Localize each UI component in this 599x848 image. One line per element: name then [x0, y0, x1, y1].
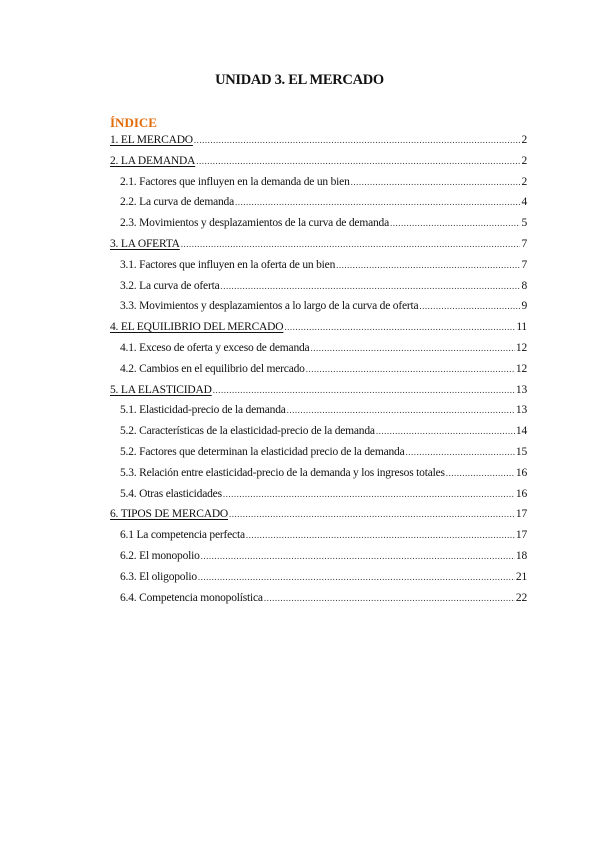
toc-page-number: 4 — [521, 196, 527, 209]
toc-entry-label: 2. LA DEMANDA — [110, 154, 196, 167]
toc-page-number: 7 — [521, 237, 527, 250]
toc-page-number: 13 — [515, 404, 527, 417]
toc-dot-leader — [198, 572, 515, 582]
toc-entry-label: 3. LA OFERTA — [110, 237, 180, 250]
toc-entry[interactable] — [110, 217, 527, 238]
toc-dot-leader — [310, 343, 514, 353]
toc-page-number: 17 — [515, 508, 527, 521]
toc-entry-label: 2.1. Factores que influyen en la demanda de un bien — [120, 175, 350, 188]
toc-page-number: 12 — [515, 341, 527, 354]
toc-entry-label: 4.1. Exceso de oferta y exceso de demanda — [120, 341, 310, 354]
toc-entry[interactable] — [110, 592, 527, 613]
toc-entry-label: 1. EL MERCADO — [110, 134, 193, 146]
toc-entry-label: 5.2. Características de la elasticidad-precio de la demanda — [120, 425, 375, 438]
toc-dot-leader — [306, 364, 515, 374]
toc-entry[interactable] — [110, 196, 527, 217]
toc-dot-leader — [419, 301, 520, 311]
toc-page-number: 2 — [521, 134, 527, 146]
toc-entry[interactable] — [110, 280, 527, 301]
toc-page-number: 13 — [515, 383, 527, 396]
toc-dot-leader — [181, 239, 521, 249]
toc-dot-leader — [284, 322, 515, 332]
toc-entry[interactable] — [110, 384, 527, 405]
toc-entry[interactable] — [110, 529, 527, 550]
toc-page-number: 7 — [521, 258, 527, 271]
toc-entry-label: 5.1. Elasticidad-precio de la demanda — [120, 404, 286, 417]
toc-entry[interactable] — [110, 134, 527, 155]
toc-entry[interactable] — [110, 404, 527, 425]
toc-entry[interactable] — [110, 425, 527, 446]
toc-page-number: 5 — [521, 217, 527, 230]
toc-dot-leader — [287, 405, 515, 415]
toc-entry-label: 5. LA ELASTICIDAD — [110, 383, 212, 396]
toc-dot-leader — [264, 593, 515, 603]
toc-dot-leader — [201, 551, 515, 561]
toc-entry-label: 6.2. El monopolio — [120, 549, 200, 562]
table-of-contents — [110, 134, 527, 612]
toc-page-number: 8 — [521, 279, 527, 292]
toc-dot-leader — [351, 177, 521, 187]
toc-entry[interactable] — [110, 300, 527, 321]
toc-entry-label: 6.4. Competencia monopolística — [120, 591, 263, 604]
toc-entry-label: 6.1 La competencia perfecta — [120, 529, 245, 542]
toc-entry[interactable] — [110, 259, 527, 280]
toc-dot-leader — [194, 135, 521, 145]
toc-entry-label: 4. EL EQUILIBRIO DEL MERCADO — [110, 321, 284, 334]
toc-entry-label: 3.3. Movimientos y desplazamientos a lo largo de la curva de oferta — [120, 300, 419, 313]
toc-dot-leader — [246, 530, 515, 540]
toc-entry[interactable] — [110, 446, 527, 467]
toc-dot-leader — [390, 218, 520, 228]
toc-entry-label: 5.2. Factores que determinan la elasticidad precio de la demanda — [120, 445, 405, 458]
document-title: UNIDAD 3. EL MERCADO — [215, 72, 384, 88]
toc-entry[interactable] — [110, 238, 527, 259]
toc-page-number: 17 — [515, 529, 527, 542]
toc-page-number: 16 — [515, 487, 527, 500]
toc-dot-leader — [213, 385, 515, 395]
toc-entry-label: 6.3. El oligopolio — [120, 570, 197, 583]
toc-dot-leader — [446, 468, 515, 478]
toc-page-number: 12 — [515, 362, 527, 375]
toc-entry[interactable] — [110, 571, 527, 592]
toc-entry-label: 6. TIPOS DE MERCADO — [110, 508, 229, 521]
toc-entry[interactable] — [110, 342, 527, 363]
toc-entry-label: 2.3. Movimientos y desplazamientos de la curva de demanda — [120, 217, 389, 230]
toc-heading: ÍNDICE — [110, 115, 157, 130]
toc-dot-leader — [220, 281, 520, 291]
toc-page-number: 14 — [515, 425, 527, 438]
toc-dot-leader — [223, 489, 515, 499]
toc-dot-leader — [336, 260, 520, 270]
toc-page-number: 15 — [515, 445, 527, 458]
toc-dot-leader — [405, 447, 514, 457]
toc-entry[interactable] — [110, 488, 527, 509]
toc-entry-label: 2.2. La curva de demanda — [120, 196, 234, 209]
toc-entry[interactable] — [110, 508, 527, 529]
toc-dot-leader — [376, 426, 515, 436]
toc-entry[interactable] — [110, 321, 527, 342]
toc-entry[interactable] — [110, 155, 527, 176]
toc-entry-label: 4.2. Cambios en el equilibrio del mercado — [120, 362, 305, 375]
toc-entry[interactable] — [110, 550, 527, 571]
toc-page-number: 2 — [521, 175, 527, 188]
toc-entry[interactable] — [110, 363, 527, 384]
toc-page-number: 18 — [515, 549, 527, 562]
toc-entry-label: 3.2. La curva de oferta — [120, 279, 220, 292]
toc-page-number: 21 — [515, 570, 527, 583]
toc-page-number: 22 — [515, 591, 527, 604]
toc-entry-label: 5.3. Relación entre elasticidad-precio de la demanda y los ingresos totales — [120, 466, 445, 479]
toc-dot-leader — [196, 156, 520, 166]
toc-entry[interactable] — [110, 467, 527, 488]
toc-dot-leader — [229, 509, 515, 519]
toc-page-number: 2 — [521, 154, 527, 167]
toc-entry-label: 5.4. Otras elasticidades — [120, 487, 222, 500]
toc-page-number: 11 — [516, 321, 527, 334]
toc-page-number: 9 — [521, 300, 527, 313]
toc-dot-leader — [235, 197, 520, 207]
toc-entry[interactable] — [110, 176, 527, 197]
toc-page-number: 16 — [515, 466, 527, 479]
toc-entry-label: 3.1. Factores que influyen en la oferta de un bien — [120, 258, 336, 271]
